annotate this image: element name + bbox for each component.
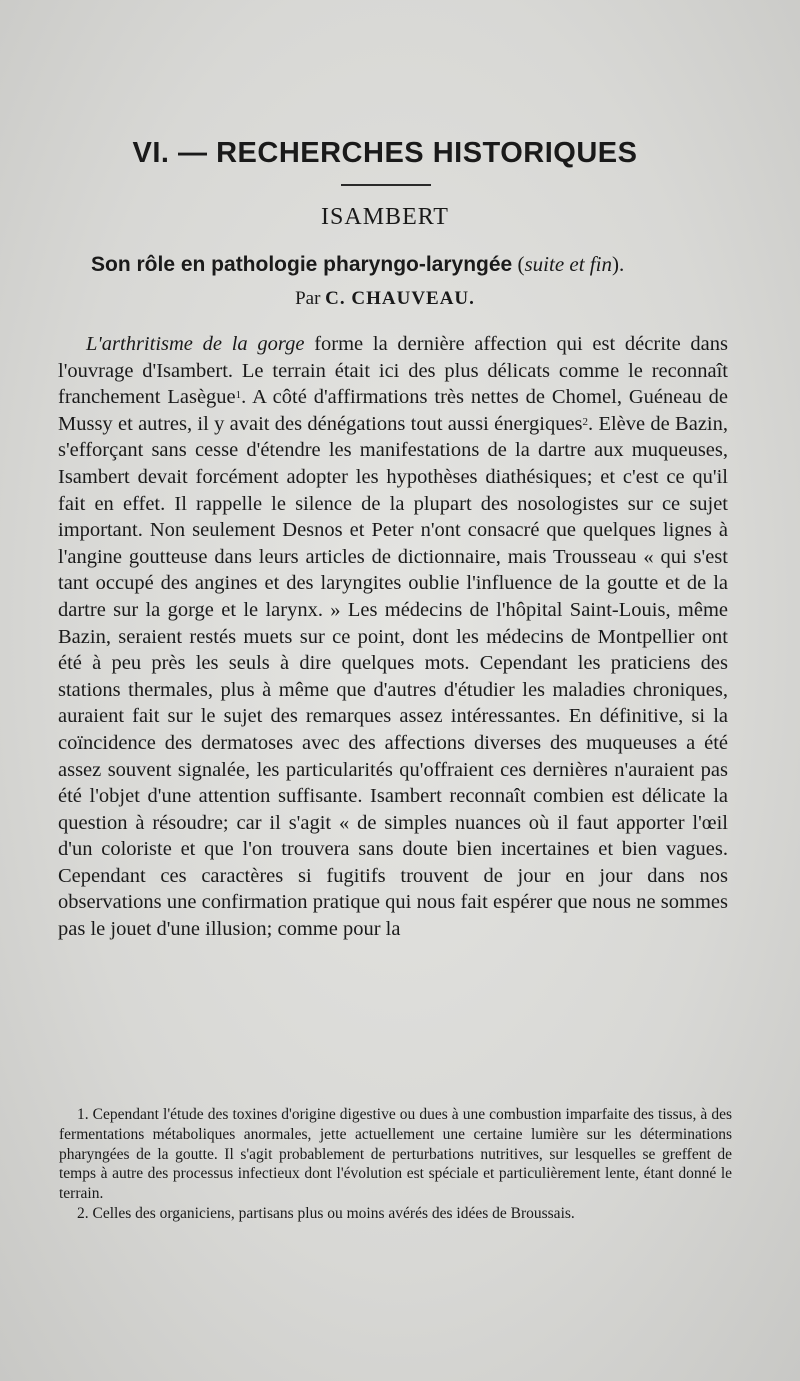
- body-text-2: . A côté d'affirmations très nettes de Chomel, Guéneau de Mussy et autres, il y avait des dénégations tout aussi énergiques: [58, 386, 728, 435]
- footnote-1: [59, 1105, 732, 1204]
- subtitle-paren-open: (: [512, 252, 525, 276]
- article-subtitle: [91, 252, 751, 277]
- lead-italic: L'arthritisme de la gorge: [86, 333, 305, 355]
- byline: [0, 288, 770, 310]
- footnote-text: Celles des organiciens, partisans plus ou moins avérés des idées de Broussais.: [88, 1204, 575, 1222]
- subtitle-paren-close: ).: [611, 252, 625, 276]
- footnote-text: Cependant l'étude des toxines d'origine digestive ou dues à une combustion imparfaite des tissus, à des fermentations métaboliques anormales, jette actuellement une certaine lumière sur les déterminations pharyngées de la goutte. Il s'agit probablement de perturbations nutritives, sur lesquelles se greffent de temps à autre des processus infectieux dont l'évolution est spéciale et particulièrement lente, étant donné le terrain.: [59, 1106, 732, 1203]
- body-text: [58, 331, 728, 943]
- footnote-number: 2.: [77, 1204, 89, 1222]
- subtitle-main: Son rôle en pathologie pharyngo-laryngée: [91, 253, 513, 276]
- footnote-number: 1.: [77, 1106, 89, 1123]
- body-text-1: forme la dernière affection qui est décrite dans l'ouvrage d'Isambert. Le terrain était ici des plus délicats comme le reconnaît franchement Lasègue: [58, 333, 728, 409]
- body-paragraph: [58, 331, 728, 943]
- footnote-ref-2[interactable]: 2: [582, 415, 589, 428]
- footnotes: [59, 1105, 732, 1224]
- title-rule: [341, 184, 431, 186]
- byline-author: C. CHAUVEAU.: [325, 288, 475, 309]
- footnote-ref-1[interactable]: 1: [235, 389, 242, 402]
- byline-prefix: Par: [295, 288, 326, 309]
- article-title: ISAMBERT: [321, 204, 449, 230]
- section-title: VI. — RECHERCHES HISTORIQUES: [132, 137, 638, 169]
- subtitle-italic: suite et fin: [524, 252, 612, 276]
- body-text-3: . Elève de Bazin, s'efforçant sans cesse d'étendre les manifestations de la dartre aux muqueuses, Isambert devait forcément adopter les hypothèses diathésiques; et c'est ce qu'il fait en effet. Il rappelle le silence de la plupart des nosologistes sur ce sujet important. Non seulement Desnos et Peter n'ont consacré que quelques lignes à l'angine goutteuse dans leurs articles de dictionnaire, mais Trousseau « qui s'est tant occupé des angines et des laryngites oublie l'influence de la goutte et de la dartre sur la gorge et le larynx. » Les médecins de l'hôpital Saint-Louis, même Bazin, seraient restés muets sur ce point, dont les médecins de Montpellier ont été à peu près les seuls à dire quelques mots. Cependant les praticiens des stations thermales, plus à même que d'autres d'étudier les maladies chroniques, auraient fait sur le sujet des remarques assez intéressantes. En définitive, si la coïncidence des dermatoses avec des affections diverses des muqueuses a été assez souvent signalée, les particularités qu'offraient ces dernières n'auraient pas été l'objet d'une attention suffisante. Isambert reconnaît combien est délicate la question à résoudre; car il s'agit « de simples nuances où il faut apporter l'œil d'un coloriste et que l'on trouvera sans doute bien incertaines et bien vagues. Cependant ces caractères si fugitifs trouvent de jour en jour dans nos observations une confirmation pratique qui nous fait espérer que nous ne sommes pas le jouet d'une illusion; comme pour la: [58, 412, 728, 941]
- footnote-2: [59, 1204, 732, 1224]
